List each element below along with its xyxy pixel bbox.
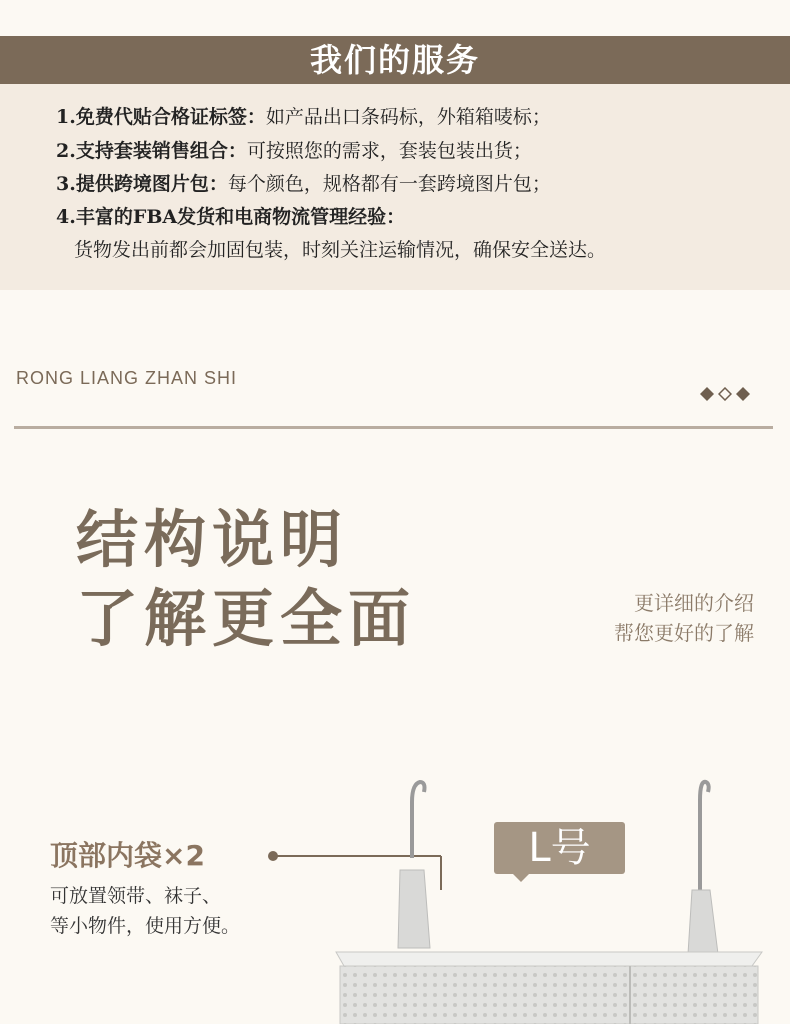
service-item xyxy=(56,102,551,129)
service-banner-title: 我们的服务 xyxy=(0,36,790,84)
service-item xyxy=(56,169,551,196)
service-item-continuation: 货物发出前都会加固包装，时刻关注运输情况，确保安全送达。 xyxy=(74,239,607,261)
service-item-lead: 4.丰富的FBA发货和电商物流管理经验： xyxy=(56,206,406,228)
filled-diamond-icon xyxy=(700,386,714,400)
service-item-text: 每个颜色，规格都有一套跨境图片包； xyxy=(227,173,551,195)
hanging-organizer-image xyxy=(300,770,770,1024)
service-item xyxy=(56,202,405,229)
filled-diamond-icon xyxy=(736,386,750,400)
service-item-lead: 1.免费代贴合格证标签： xyxy=(56,106,266,128)
section-note-line1: 更详细的介绍 xyxy=(634,591,754,615)
section-heading-line2: 了解更全面 xyxy=(76,582,417,655)
service-item-text: 如产品出口条码标，外箱箱唛标； xyxy=(265,106,551,128)
service-item-lead: 3.提供跨境图片包： xyxy=(56,173,228,195)
section-subtitle-en: RONG LIANG ZHAN SHI xyxy=(16,368,238,388)
section-note-line2: 帮您更好的了解 xyxy=(614,621,754,645)
feature-desc-line1: 可放置领带、袜子、 xyxy=(50,885,222,907)
section-divider xyxy=(14,426,773,429)
top-strip xyxy=(0,0,790,36)
feature-title: 顶部内袋×2 xyxy=(50,839,205,872)
outline-diamond-icon xyxy=(718,386,732,400)
section-heading-line1: 结构说明 xyxy=(76,503,349,576)
feature-desc-line2: 等小物件，使用方便。 xyxy=(50,915,241,937)
size-badge: L号 xyxy=(494,822,625,874)
diamond-ornament xyxy=(700,386,750,400)
service-item xyxy=(56,136,532,163)
service-item-text: 可按照您的需求，套装包装出货； xyxy=(246,140,532,162)
service-item-lead: 2.支持套装销售组合： xyxy=(56,140,247,162)
